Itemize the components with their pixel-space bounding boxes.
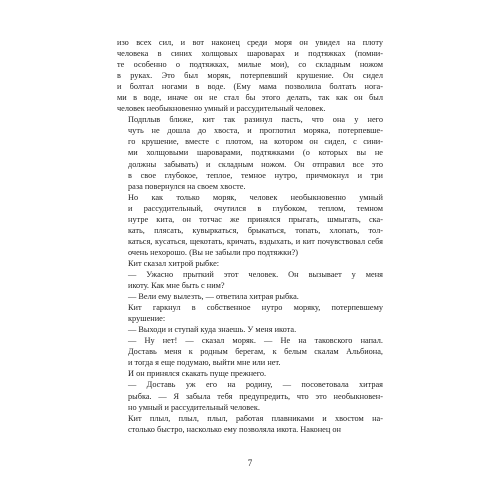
story-text (117, 37, 383, 435)
paragraph (117, 335, 383, 368)
text-line: икоту. Как мне быть с ним? (128, 281, 225, 291)
text-line: ми холщовыми шароварами, подтяжками (о которых вы не (128, 148, 383, 158)
text-line: и болтал ногами в воде. (Ему мама позволила болтать нога- (117, 82, 383, 92)
text-line: кать, плясать, кувыркаться, брыкаться, топать, хлопать, тол- (128, 225, 383, 235)
text-line: — Доставь уж его на родину, — посоветовала хитрая (128, 380, 383, 390)
text-line: те особенно о подтяжках, милые мои), со складным ножом (117, 60, 383, 70)
text-line: чуть не дошла до хвоста, и проглотил моряка, потерпевше- (128, 126, 383, 136)
text-line: Доставь меня к родным берегам, к белым скалам Альбиона, (128, 347, 383, 357)
text-line: и тогда я еще подумаю, выйти мне или нет. (128, 358, 281, 368)
text-line: Кит плыл, плыл, плыл, работая плавниками и хвостом на- (128, 413, 383, 423)
paragraph (117, 324, 383, 335)
text-line: Кит сказал хитрой рыбке: (128, 258, 220, 268)
text-line: и рассудительный, очутился в глубоком, теплом, темном (128, 203, 383, 213)
text-line: крушение: (128, 314, 166, 324)
paragraph (117, 269, 383, 291)
text-line: Но как только моряк, человек необыкновенно умный (128, 192, 383, 202)
paragraph (117, 258, 383, 269)
text-line: каться, кусаться, щекотать, кричать, вздыхать, и кит почувствовал себя (128, 236, 383, 246)
paragraph (117, 368, 383, 379)
page-number: 7 (247, 458, 253, 468)
text-line: очень нехорошо. (Вы не забыли про подтяжки?) (128, 247, 298, 257)
paragraph (117, 114, 383, 191)
paragraph (117, 379, 383, 412)
text-line: нутре кита, он тотчас же принялся прыгать, шмыгать, ска- (128, 214, 383, 224)
text-line: — Ну нет! — сказал моряк. — Не на таковского напал. (128, 336, 383, 346)
text-line: но умный и рассудительный человек. (128, 402, 260, 412)
text-line: изо всех сил, и вот наконец среди моря он увидел на плоту (117, 38, 383, 47)
text-line: И он принялся скакать пуще прежнего. (128, 369, 267, 379)
paragraph (117, 413, 383, 435)
paragraph (117, 291, 383, 302)
text-line: в свое глубокое, теплое, темное нутро, причмокнул и три (128, 170, 383, 180)
paragraph (117, 37, 383, 114)
text-line: Подплыв ближе, кит так разинул пасть, что она у него (128, 115, 383, 125)
text-line: раза повернулся на своем хвосте. (128, 181, 246, 191)
paragraph (117, 302, 383, 324)
text-line: — Вели ему вылезть, — ответила хитрая рыбка. (128, 292, 299, 302)
text-line: — Выходи и ступай куда знаешь. У меня икота. (128, 325, 297, 335)
text-line: столько быстро, насколько ему позволяла икота. Наконец он (128, 424, 341, 434)
text-line: должны забывать) и складным ножом. Он отправил все это (128, 159, 383, 169)
text-line: в руках. Это был моряк, потерпевший крушение. Он сидел (117, 71, 383, 81)
paragraph (117, 192, 383, 258)
text-line: го крушение, вместе с плотом, на котором он сидел, с сини- (128, 137, 383, 147)
text-line: ми в воде, иначе он не стал бы этого делать, так как он был (117, 93, 383, 103)
text-line: человек необыкновенно умный и рассудительный человек. (117, 104, 326, 114)
text-line: — Ужасно прыткий этот человек. Он вызывает у меня (128, 269, 383, 279)
text-line: человека в синих холщовых шароварах и подтяжках (помни- (117, 49, 383, 59)
text-line: рыбка. — Я забыла тебя предупредить, что это необыкновен- (128, 391, 383, 401)
text-line: Кит гаркнул в собственное нутро моряку, потерпевшему (128, 303, 383, 313)
